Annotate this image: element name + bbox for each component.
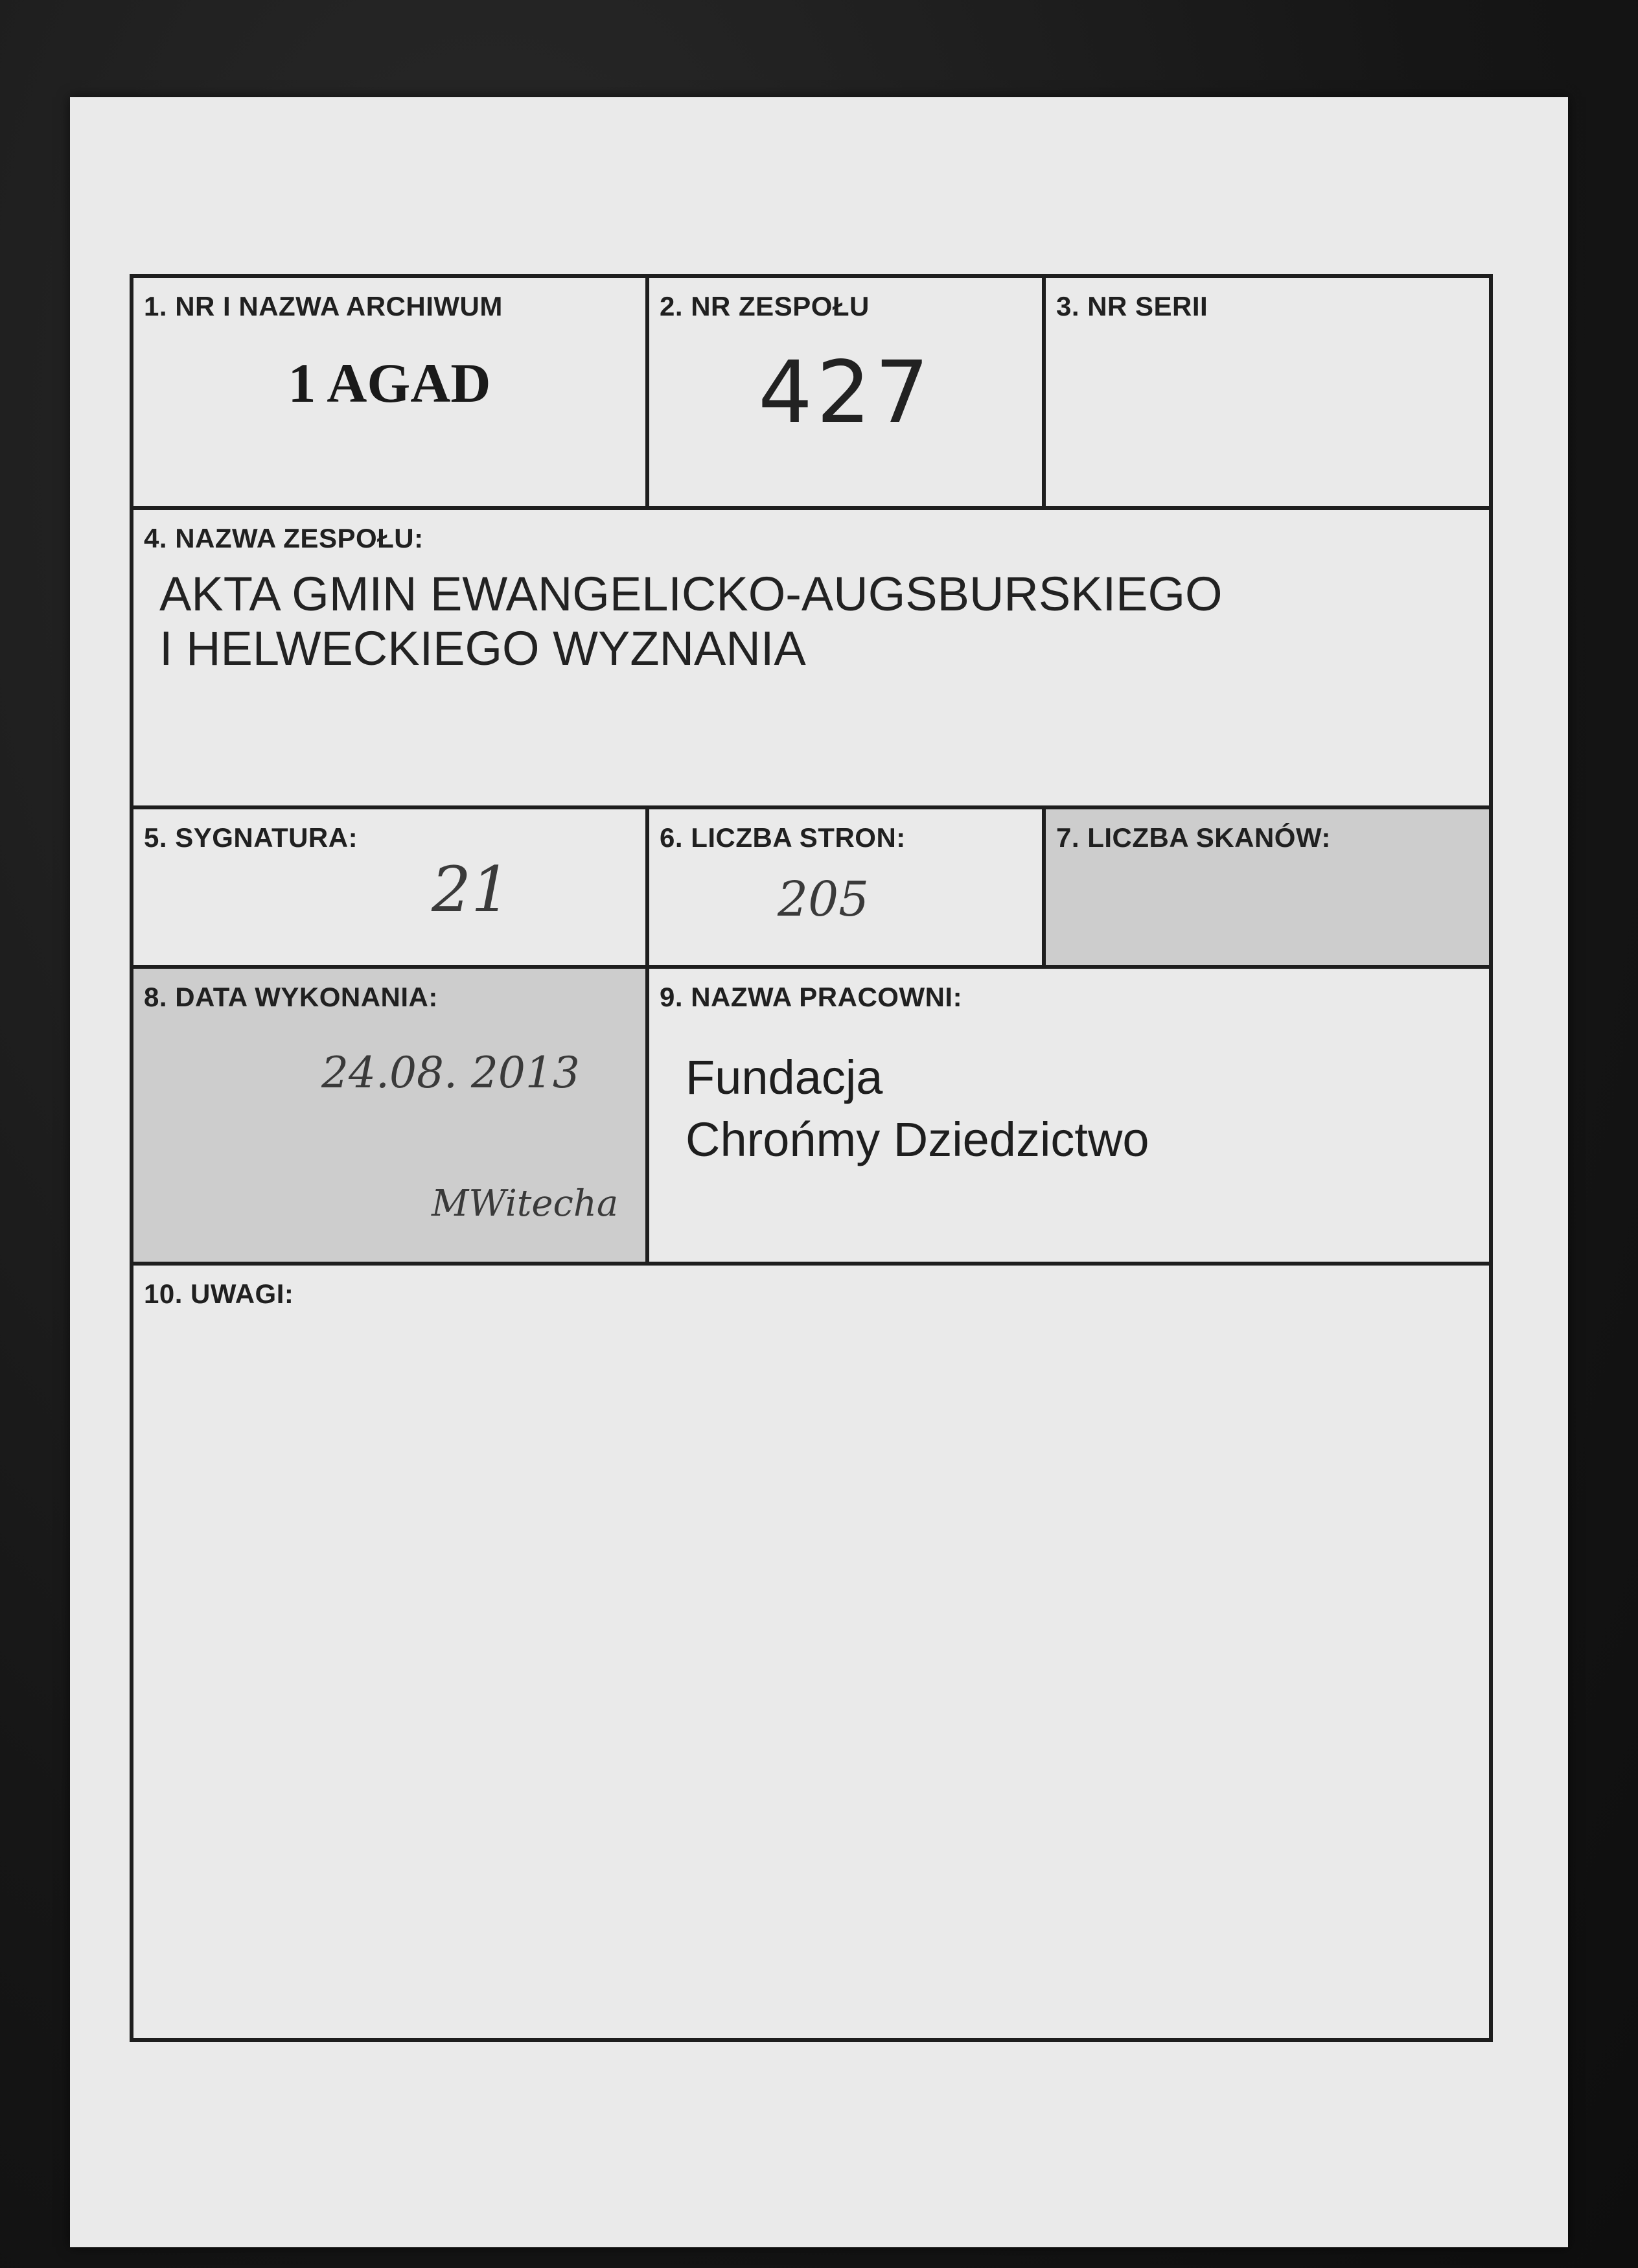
workshop-name-line-2: Chrońmy Dziedzictwo [686, 1113, 1149, 1166]
scan-count-cell [1046, 809, 1489, 965]
fonds-name-cell [133, 510, 1489, 805]
scan-count-label: 7. LICZBA SKANÓW: [1056, 822, 1331, 853]
remarks-cell [133, 1266, 1489, 2038]
fonds-number-cell [649, 278, 1042, 506]
workshop-label: 9. NAZWA PRACOWNI: [660, 982, 963, 1012]
date-made-value: 24.08. 2013 [321, 1048, 580, 1098]
archive-label: 1. NR I NAZWA ARCHIWUM [144, 291, 503, 321]
fonds-name-line-1: AKTA GMIN EWANGELICKO-AUGSBURSKIEGO [159, 567, 1223, 621]
archive-value: 1 AGAD [288, 352, 491, 414]
page-count-value: 205 [778, 872, 870, 927]
signature-value: 21 [432, 853, 511, 926]
series-number-label: 3. NR SERII [1056, 291, 1208, 321]
workshop-cell [649, 969, 1489, 1262]
workshop-name-line-1: Fundacja [686, 1050, 883, 1104]
archive-form [130, 274, 1493, 2042]
page-count-cell [649, 809, 1042, 965]
date-made-label: 8. DATA WYKONANIA: [144, 982, 438, 1012]
fonds-number-label: 2. NR ZESPOŁU [660, 291, 870, 321]
series-number-cell [1046, 278, 1489, 506]
fonds-name-line-2: I HELWECKIEGO WYZNANIA [159, 621, 806, 675]
fonds-name-label: 4. NAZWA ZESPOŁU: [144, 523, 424, 553]
signature-cell [133, 809, 645, 965]
fonds-name-value [159, 567, 1223, 676]
archive-cell [133, 278, 645, 506]
fonds-number-value: 427 [758, 343, 933, 443]
maker-signature: MWitecha [432, 1183, 619, 1225]
date-made-cell [133, 969, 645, 1262]
workshop-name [686, 1047, 1149, 1171]
document-sheet [70, 97, 1568, 2247]
remarks-label: 10. UWAGI: [144, 1279, 294, 1309]
signature-label: 5. SYGNATURA: [144, 822, 358, 853]
page-count-label: 6. LICZBA STRON: [660, 822, 906, 853]
